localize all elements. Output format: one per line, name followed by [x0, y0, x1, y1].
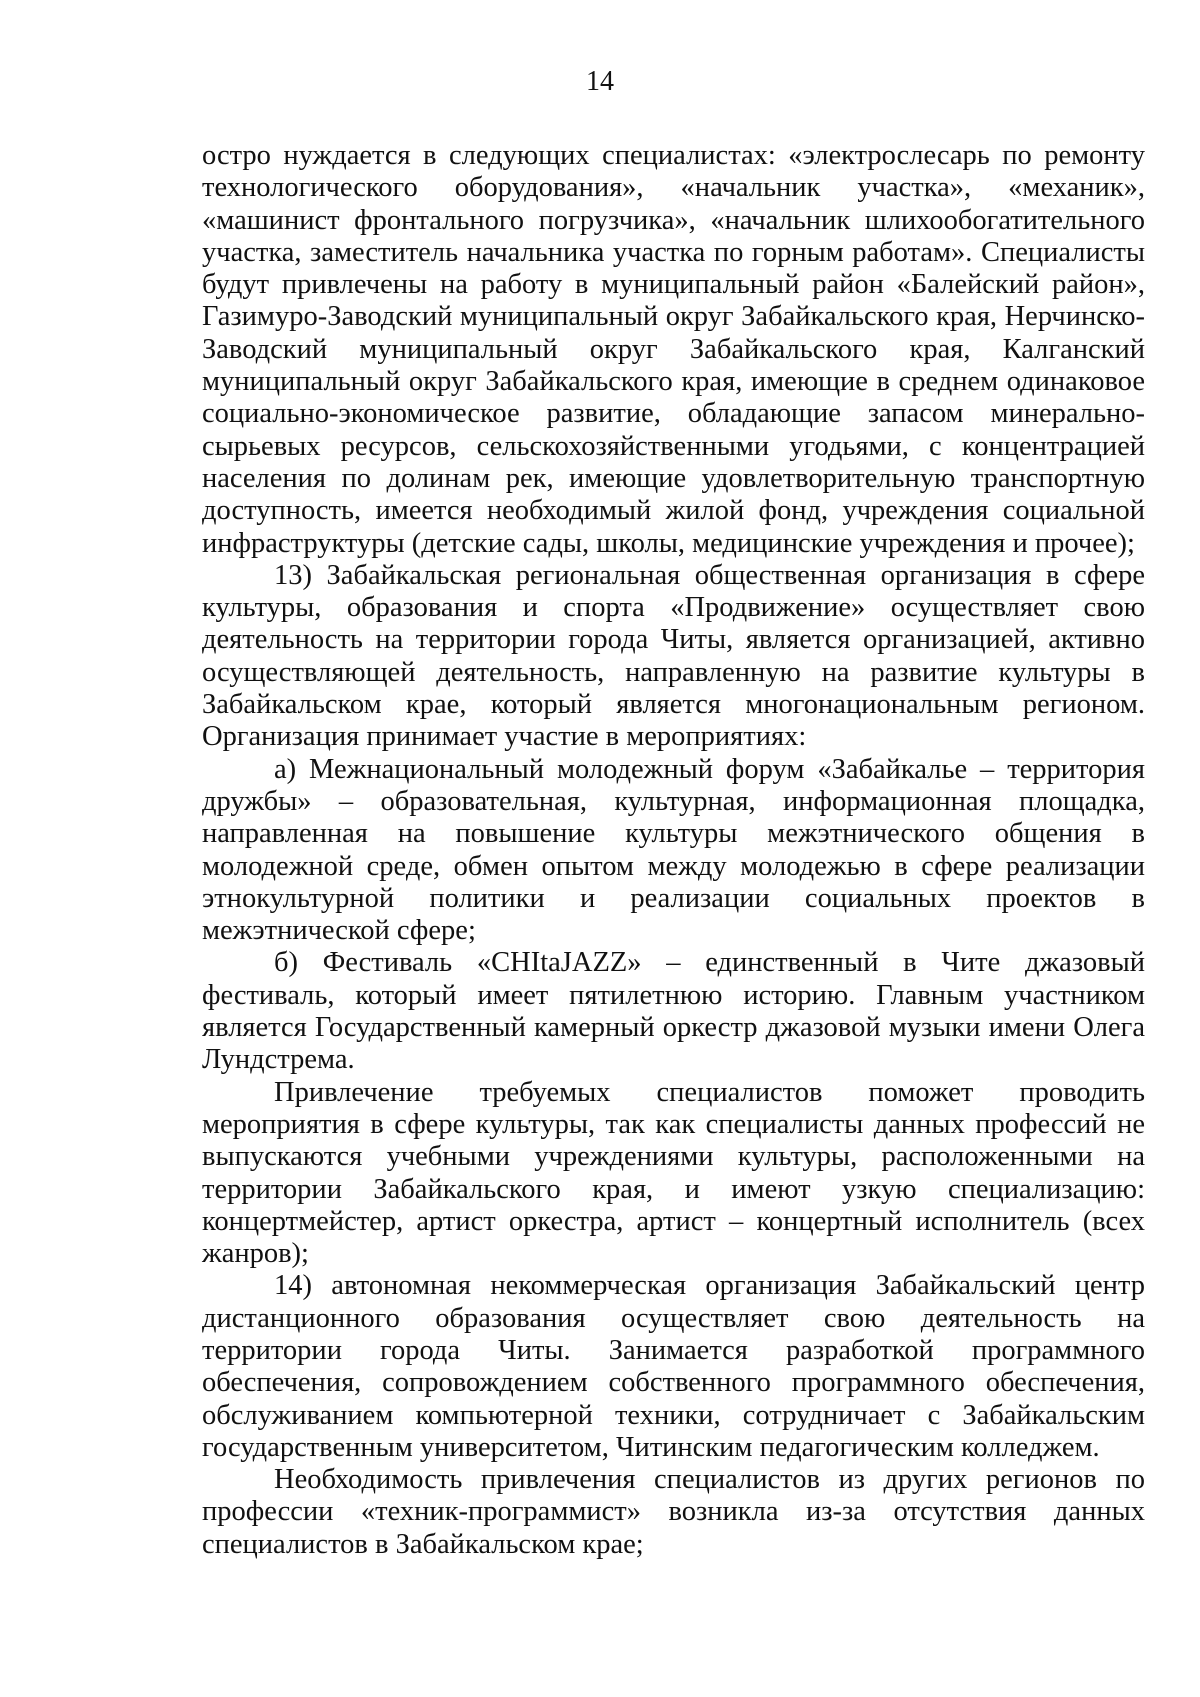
paragraph-programmer-need: Необходимость привлечения специалистов из других регионов по профессии «техник-программист» возникла из-за отсутствия данных специалистов в Забайкальском крае;: [202, 1464, 1145, 1560]
paragraph-specialists-list: остро нуждается в следующих специалистах: «электрослесарь по ремонту технологического оборудования», «начальник участка», «механик», «машинист фронтального погрузчика», «начальник шлихообогатительного участка, заместитель начальника участка по горным работам». Специалисты будут привлечены на работу в муниципальный район «Балейский район», Газимуро-Заводский муниципальный округ Забайкальского края, Нерчинско-Заводский муниципальный округ Забайкальского края, Калганский муниципальный округ Забайкальского края, имеющие в среднем одинаковое социально-экономическое развитие, обладающие запасом минерально-сырьевых ресурсов, сельскохозяйственными угодьями, с концентрацией населения по долинам рек, имеющие удовлетворительную транспортную доступность, имеется необходимый жилой фонд, учреждения социальной инфраструктуры (детские сады, школы, медицинские учреждения и прочее);: [202, 140, 1145, 559]
document-body: [202, 140, 1145, 1561]
paragraph-item-a: а) Межнациональный молодежный форум «Забайкалье – территория дружбы» – образовательная, культурная, информационная площадка, направленная на повышение культуры межэтнического общения в молодежной среде, обмен опытом между молодежью в сфере реализации этнокультурной политики и реализации социальных проектов в межэтнической сфере;: [202, 753, 1145, 947]
paragraph-item-13: 13) Забайкальская региональная общественная организация в сфере культуры, образования и спорта «Продвижение» осуществляет свою деятельность на территории города Читы, является организацией, активно осуществляющей деятельность, направленную на развитие культуры в Забайкальском крае, который является многонациональным регионом. Организация принимает участие в мероприятиях:: [202, 559, 1145, 753]
paragraph-culture-specialists: Привлечение требуемых специалистов поможет проводить мероприятия в сфере культуры, так как специалисты данных профессий не выпускаются учебными учреждениями культуры, расположенными на территории Забайкальского края, и имеют узкую специализацию: концертмейстер, артист оркестра, артист – концертный исполнитель (всех жанров);: [202, 1076, 1145, 1270]
paragraph-item-14: 14) автономная некоммерческая организация Забайкальский центр дистанционного образования осуществляет свою деятельность на территории города Читы. Занимается разработкой программного обеспечения, сопровождением собственного программного обеспечения, обслуживанием компьютерной техники, сотрудничает с Забайкальским государственным университетом, Читинским педагогическим колледжем.: [202, 1270, 1145, 1463]
page-number: 14: [586, 66, 614, 97]
paragraph-item-b: б) Фестиваль «CHItaJAZZ» – единственный в Чите джазовый фестиваль, который имеет пятилетнюю историю. Главным участником является Государственный камерный оркестр джазовой музыки имени Олега Лундстрема.: [202, 947, 1145, 1076]
